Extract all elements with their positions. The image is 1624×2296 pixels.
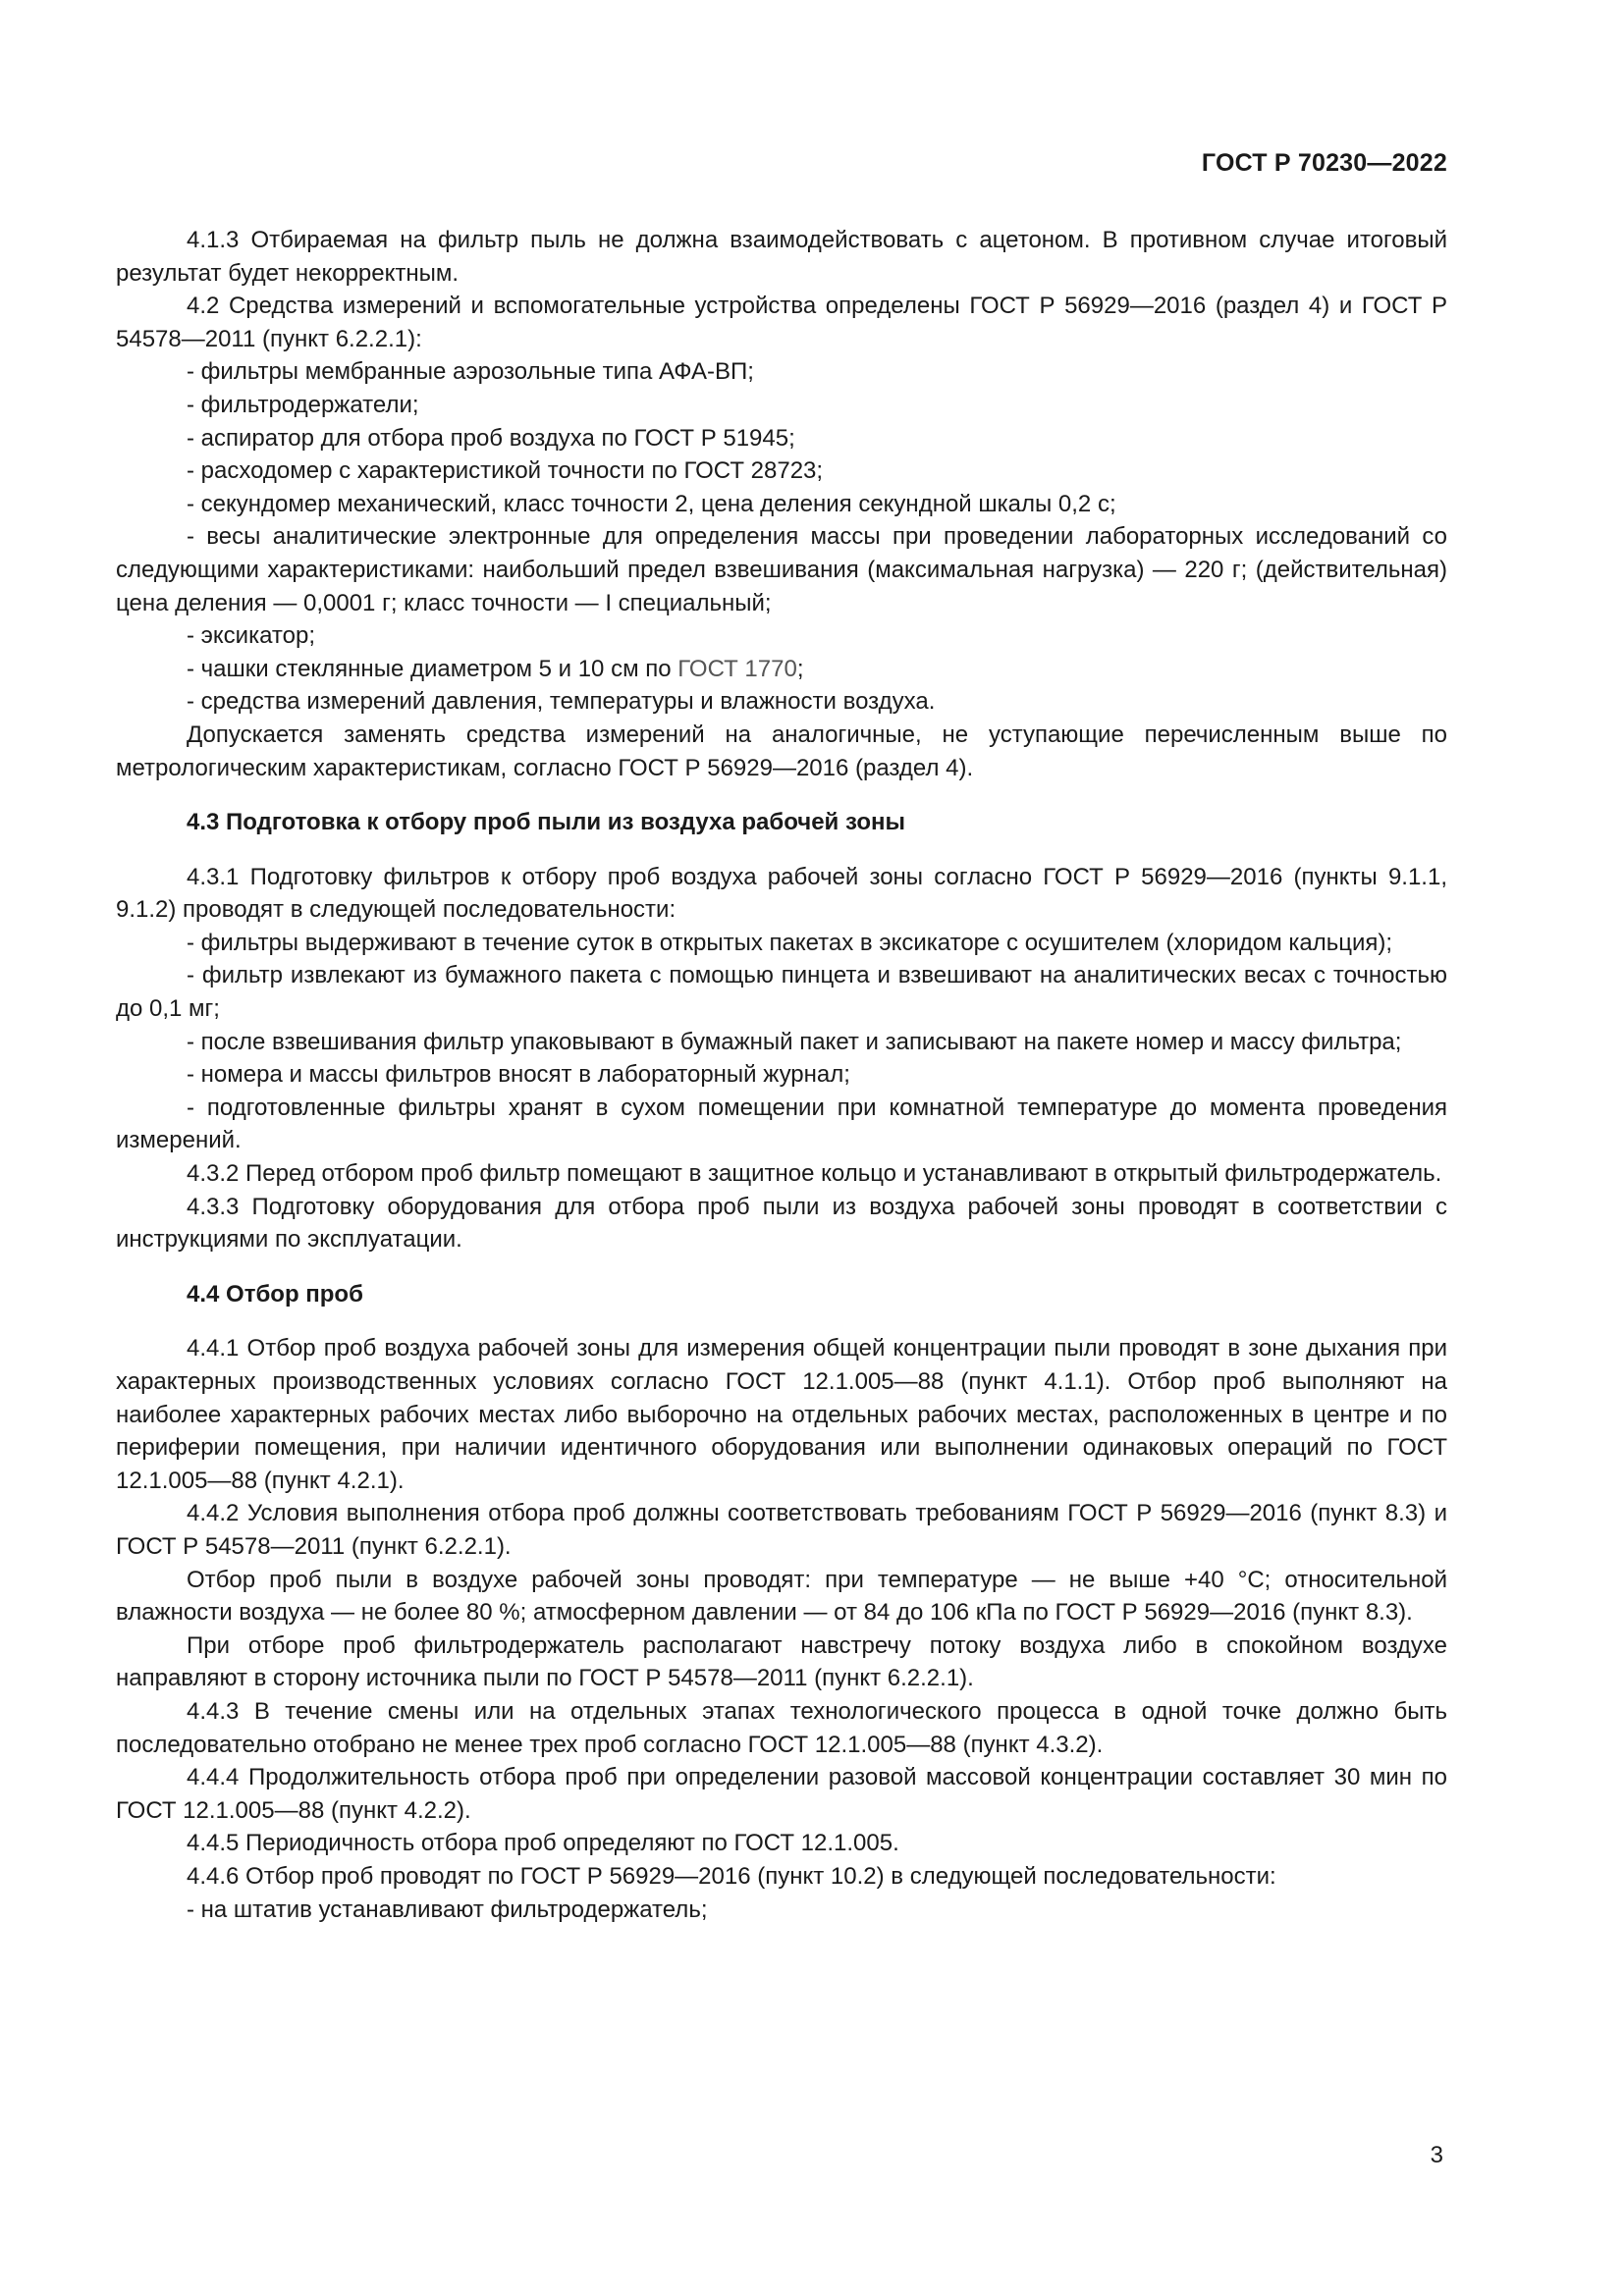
list-item: - фильтр извлекают из бумажного пакета с помощью пинцета и взвешивают на аналитических весах с точностью до 0,1 мг; <box>116 962 1447 1023</box>
list-item: - аспиратор для отбора проб воздуха по ГОСТ Р 51945; <box>187 424 795 452</box>
paragraph: Допускается заменять средства измерений на аналогичные, не уступающие перечисленным выше по метрологическим характеристикам, согласно ГОСТ Р 56929—2016 (раздел 4). <box>116 721 1447 781</box>
paragraph: 4.4.1 Отбор проб воздуха рабочей зоны для измерения общей концентрации пыли проводят в зоне дыхания при характерных производственных условиях согласно ГОСТ 12.1.005—88 (пункт 4.1.1). Отбор проб выполняют на наиболее характерных рабочих местах либо выборочно на отдельных рабочих местах, расположенных в центре и по периферии помещения, при наличии идентичного оборудования или выполнении одинаковых операций по ГОСТ 12.1.005—88 (пункт 4.2.1). <box>116 1335 1447 1494</box>
standard-reference-link[interactable]: ГОСТ 1770 <box>677 655 797 682</box>
paragraph: 4.4.3 В течение смены или на отдельных этапах технологического процесса в одной точке должно быть последовательно отобрано не менее трех проб согласно ГОСТ 12.1.005—88 (пункт 4.3.2). <box>116 1697 1447 1758</box>
list-item: - фильтры мембранные аэрозольные типа АФА-ВП; <box>187 358 754 386</box>
paragraph: 4.1.3 Отбираемая на фильтр пыль не должна взаимодействовать с ацетоном. В противном случае итоговый результат будет некорректным. <box>116 227 1447 287</box>
paragraph: 4.4.5 Периодичность отбора проб определяют по ГОСТ 12.1.005. <box>187 1830 899 1857</box>
paragraph: 4.4.2 Условия выполнения отбора проб должны соответствовать требованиям ГОСТ Р 56929—2016 (пункт 8.3) и ГОСТ Р 54578—2011 (пункт 6.2.2.1). <box>116 1500 1447 1560</box>
list-item: - после взвешивания фильтр упаковывают в бумажный пакет и записывают на пакете номер и массу фильтра; <box>187 1028 1402 1055</box>
list-item: - на штатив устанавливают фильтродержатель; <box>187 1896 708 1923</box>
paragraph: 4.4.4 Продолжительность отбора проб при определении разовой массовой концентрации составляет 30 мин по ГОСТ 12.1.005—88 (пункт 4.2.2). <box>116 1764 1447 1824</box>
list-item: - секундомер механический, класс точности 2, цена деления секундной шкалы 0,2 с; <box>187 490 1116 517</box>
paragraph: Отбор проб пыли в воздухе рабочей зоны проводят: при температуре — не выше +40 °С; относительной влажности воздуха — не более 80 %; атмосферном давлении — от 84 до 106 кПа по ГОСТ Р 56929—2016 (пункт 8.3). <box>116 1566 1447 1627</box>
paragraph: 4.3.1 Подготовку фильтров к отбору проб воздуха рабочей зоны согласно ГОСТ Р 56929—2016 (пункты 9.1.1, 9.1.2) проводят в следующей последовательности: <box>116 863 1447 924</box>
paragraph: 4.2 Средства измерений и вспомогательные устройства определены ГОСТ Р 56929—2016 (раздел 4) и ГОСТ Р 54578—2011 (пункт 6.2.2.1): <box>116 293 1447 352</box>
paragraph: 4.3.3 Подготовку оборудования для отбора проб пыли из воздуха рабочей зоны проводят в соответствии с инструкциями по эксплуатации. <box>116 1193 1447 1254</box>
page-number: 3 <box>1430 2142 1443 2168</box>
list-item: - фильтродержатели; <box>187 391 419 418</box>
paragraph: 4.4.6 Отбор проб проводят по ГОСТ Р 56929—2016 (пункт 10.2) в следующей последовательности: <box>187 1862 1276 1890</box>
paragraph: 4.3.2 Перед отбором проб фильтр помещают в защитное кольцо и устанавливают в открытый фильтродержатель. <box>187 1160 1442 1188</box>
list-item <box>116 653 1447 686</box>
list-item: - расходомер с характеристикой точности по ГОСТ 28723; <box>187 457 824 485</box>
list-item: - весы аналитические электронные для определения массы при проведении лабораторных исследований со следующими характеристиками: наибольший предел взвешивания (максимальная нагрузка) — 220 г; (действительная) цена деления — 0,0001 г; класс точности — I специальный; <box>116 523 1447 616</box>
document-body <box>116 224 1447 1926</box>
list-item: - фильтры выдерживают в течение суток в открытых пакетах в эксикаторе с осушителем (хлоридом кальция); <box>187 929 1393 956</box>
section-heading: 4.4 Отбор проб <box>187 1280 363 1308</box>
section-heading: 4.3 Подготовка к отбору проб пыли из воздуха рабочей зоны <box>187 809 905 836</box>
paragraph: При отборе проб фильтродержатель располагают навстречу потоку воздуха либо в спокойном воздухе направляют в сторону источника пыли по ГОСТ Р 54578—2011 (пункт 6.2.2.1). <box>116 1631 1447 1692</box>
list-item: - подготовленные фильтры хранят в сухом помещении при комнатной температуре до момента проведения измерений. <box>116 1094 1447 1154</box>
list-item-text: - чашки стеклянные диаметром 5 и 10 см по <box>187 655 678 682</box>
list-item-text: ; <box>796 655 804 682</box>
list-item: - номера и массы фильтров вносят в лабораторный журнал; <box>187 1061 850 1089</box>
list-item: - средства измерений давления, температуры и влажности воздуха. <box>187 688 936 716</box>
document-id: ГОСТ Р 70230—2022 <box>1201 149 1447 177</box>
list-item: - эксикатор; <box>187 622 316 650</box>
